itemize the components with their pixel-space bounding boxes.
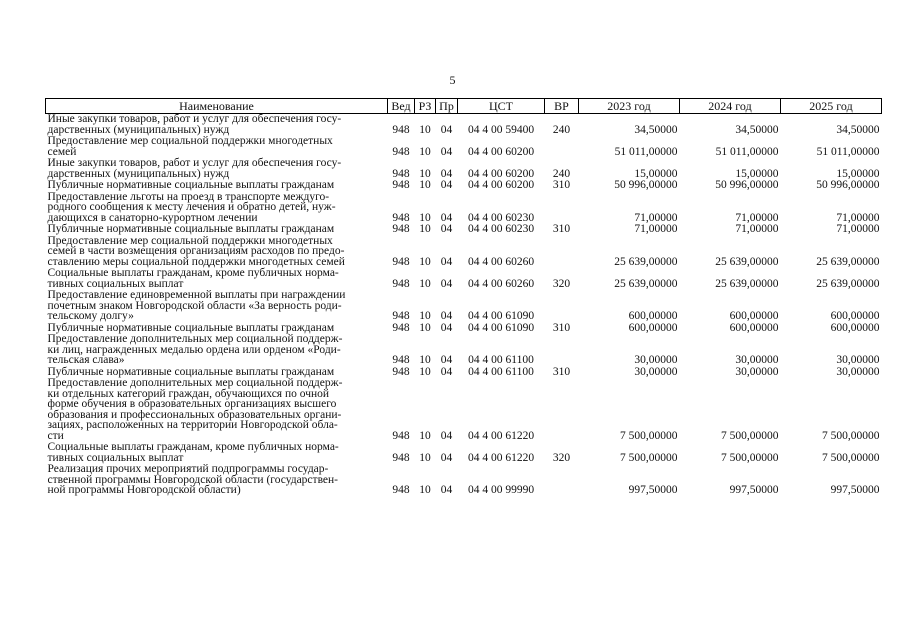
table-body: [46, 114, 882, 497]
row-2023: 7 500,00000: [620, 451, 678, 464]
row-vr: [545, 334, 579, 367]
row-2024: 600,00000: [729, 321, 779, 334]
row-2023: 25 639,00000: [614, 255, 678, 268]
row-rz: 10: [419, 484, 431, 496]
row-2025: 25 639,00000: [816, 255, 880, 268]
row-2025: 997,50000: [830, 484, 880, 496]
row-2023: 34,50000: [634, 123, 678, 136]
row-2023: 51 011,00000: [614, 145, 678, 158]
table-row: [46, 224, 882, 236]
row-cst: 04 4 00 61220: [467, 429, 535, 442]
row-2023: 71,00000: [634, 223, 678, 235]
row-cst: 04 4 00 60260: [467, 255, 535, 268]
row-cst: 04 4 00 61220: [467, 451, 535, 464]
row-ved: 948: [392, 310, 410, 322]
row-pr: 04: [440, 223, 453, 235]
table-header-row: [46, 99, 882, 114]
row-2025: 51 011,00000: [816, 145, 880, 158]
row-2023: 50 996,00000: [614, 179, 678, 191]
row-cst: 04 4 00 60200: [467, 179, 535, 191]
row-vr: [545, 378, 579, 442]
row-name: Предоставление единовременной выплаты при награждении почетным знаком Новгородской области «За верность роди- тельскому долгу»: [47, 289, 346, 322]
row-2023: 600,00000: [628, 321, 678, 334]
row-2024: 25 639,00000: [715, 255, 779, 268]
header-ved: Вед: [388, 99, 415, 114]
row-2025: 50 996,00000: [816, 179, 880, 191]
row-cst: 04 4 00 60200: [467, 167, 535, 180]
budget-table: [45, 98, 882, 497]
row-ved: 948: [392, 484, 410, 496]
row-pr: 04: [440, 310, 453, 322]
row-2025: 7 500,00000: [822, 451, 880, 464]
row-2024: 7 500,00000: [721, 451, 779, 464]
row-name: Предоставление дополнительных мер социальной поддерж- ки отдельных категорий граждан, обучающихся по очной форме обучения в образовательных организациях высшего образования и профессиональных образовательных органи- зациях, расположенных на территории Новгородской обла- сти: [47, 377, 343, 442]
row-2024: 600,00000: [729, 310, 779, 322]
row-rz: 10: [419, 179, 431, 191]
header-name: Наименование: [46, 99, 388, 114]
row-2025: 30,00000: [836, 365, 880, 378]
row-name: Реализация прочих мероприятий подпрограммы государ- ственной программы Новгородской области (государствен- ной программы Новгородской области): [47, 463, 339, 496]
row-2023: 7 500,00000: [620, 429, 678, 442]
table-row: [46, 464, 882, 497]
table-row: [46, 136, 882, 158]
row-2025: 34,50000: [836, 123, 880, 136]
row-2025: 7 500,00000: [822, 429, 880, 442]
row-ved: 948: [392, 211, 410, 224]
row-rz: 10: [419, 145, 431, 158]
row-ved: 948: [392, 145, 410, 158]
row-ved: 948: [392, 429, 410, 442]
row-name: Предоставление мер социальной поддержки многодетных семей: [47, 135, 333, 158]
row-ved: 948: [392, 365, 410, 378]
row-name: Социальные выплаты гражданам, кроме публичных норма- тивных социальных выплат: [47, 441, 339, 464]
row-2024: 15,00000: [735, 167, 779, 180]
row-cst: 04 4 00 99990: [467, 484, 535, 496]
row-vr: 310: [552, 365, 571, 378]
row-name: Иные закупки товаров, работ и услуг для обеспечения госу- дарственных (муниципальных) нужд: [47, 113, 342, 136]
row-2023: 15,00000: [634, 167, 678, 180]
row-pr: 04: [440, 484, 453, 496]
row-2025: 15,00000: [836, 167, 880, 180]
header-2023: 2023 год: [579, 99, 680, 114]
table-row: [46, 114, 882, 137]
row-name: Публичные нормативные социальные выплаты гражданам: [47, 223, 335, 235]
row-ved: 948: [392, 123, 410, 136]
row-2024: 51 011,00000: [715, 145, 779, 158]
header-cst: ЦСТ: [458, 99, 545, 114]
table-row: [46, 236, 882, 269]
row-name: Иные закупки товаров, работ и услуг для обеспечения госу- дарственных (муниципальных) нужд: [47, 157, 342, 180]
row-pr: 04: [440, 365, 453, 378]
row-pr: 04: [440, 321, 453, 334]
row-2024: 997,50000: [729, 484, 779, 496]
row-2025: 600,00000: [830, 310, 880, 322]
row-2023: 997,50000: [628, 484, 678, 496]
row-2024: 30,00000: [735, 354, 779, 366]
row-cst: 04 4 00 61100: [468, 365, 534, 378]
row-ved: 948: [392, 451, 410, 464]
row-rz: 10: [419, 211, 431, 224]
row-2025: 30,00000: [836, 354, 880, 366]
row-rz: 10: [419, 451, 431, 464]
row-name: Предоставление мер социальной поддержки многодетных семей в части возмещения организациям расходов по предо- ставлению меры социальной поддержки многодетных семей: [47, 234, 345, 268]
row-rz: 10: [419, 321, 431, 334]
row-pr: 04: [440, 211, 453, 224]
table-row: [46, 192, 882, 225]
row-cst: 04 4 00 59400: [467, 123, 535, 136]
row-name: Социальные выплаты гражданам, кроме публичных норма- тивных социальных выплат: [47, 267, 339, 290]
row-vr: 240: [552, 167, 571, 180]
row-name: Публичные нормативные социальные выплаты гражданам: [47, 179, 335, 191]
row-2024: 30,00000: [735, 365, 779, 378]
row-ved: 948: [392, 223, 410, 235]
table-row: [46, 268, 882, 290]
row-ved: 948: [392, 354, 410, 366]
table-row: [46, 158, 882, 180]
row-2023: 30,00000: [634, 365, 678, 378]
row-cst: 04 4 00 60200: [467, 145, 535, 158]
row-rz: 10: [419, 167, 431, 180]
row-rz: 10: [419, 365, 431, 378]
row-pr: 04: [440, 255, 453, 268]
table-row: [46, 180, 882, 192]
row-2025: 600,00000: [830, 321, 880, 334]
row-rz: 10: [419, 123, 431, 136]
row-name: Предоставление дополнительных мер социальной поддерж- ки лиц, награжденных медалью ордена или орденом «Роди- тельская слава»: [47, 333, 343, 366]
row-pr: 04: [440, 451, 453, 464]
row-2024: 71,00000: [735, 211, 779, 224]
row-vr: [545, 136, 579, 158]
row-2023: 25 639,00000: [614, 277, 678, 290]
row-vr: 240: [552, 123, 571, 136]
row-pr: 04: [440, 167, 453, 180]
row-2024: 34,50000: [735, 123, 779, 136]
row-pr: 04: [440, 179, 453, 191]
row-rz: 10: [419, 223, 431, 235]
row-ved: 948: [392, 255, 410, 268]
row-ved: 948: [392, 179, 410, 191]
row-2023: 600,00000: [628, 310, 678, 322]
row-pr: 04: [440, 429, 453, 442]
row-cst: 04 4 00 61090: [467, 321, 535, 334]
row-vr: [545, 464, 579, 497]
row-2024: 7 500,00000: [721, 429, 779, 442]
row-rz: 10: [419, 354, 431, 366]
row-2024: 71,00000: [735, 223, 779, 235]
row-pr: 04: [440, 354, 453, 366]
header-pr: Пр: [436, 99, 458, 114]
row-cst: 04 4 00 60230: [467, 211, 535, 224]
header-rz: РЗ: [415, 99, 436, 114]
row-2025: 71,00000: [836, 223, 880, 235]
table-row: [46, 334, 882, 367]
row-ved: 948: [392, 277, 410, 290]
row-rz: 10: [419, 277, 431, 290]
row-cst: 04 4 00 60260: [467, 277, 535, 290]
row-name: Предоставление льготы на проезд в транспорте междуго- родного сообщения к месту лечения и обратно детей, нуж- дающихся в санаторно-курортном лечении: [47, 190, 336, 224]
row-rz: 10: [419, 255, 431, 268]
row-vr: 310: [552, 223, 571, 235]
row-cst: 04 4 00 61100: [468, 354, 534, 366]
row-2023: 30,00000: [634, 354, 678, 366]
row-2025: 25 639,00000: [816, 277, 880, 290]
row-cst: 04 4 00 60230: [467, 223, 535, 235]
row-vr: 310: [552, 179, 571, 191]
page-number: 5: [449, 73, 456, 87]
row-2025: 71,00000: [836, 211, 880, 224]
row-pr: 04: [440, 145, 453, 158]
row-pr: 04: [440, 123, 453, 136]
header-2024: 2024 год: [680, 99, 781, 114]
row-ved: 948: [392, 167, 410, 180]
row-vr: [545, 236, 579, 269]
row-vr: [545, 192, 579, 225]
table-row: [46, 378, 882, 442]
row-rz: 10: [419, 429, 431, 442]
row-vr: 320: [552, 451, 571, 464]
row-name: Публичные нормативные социальные выплаты гражданам: [47, 321, 335, 334]
row-cst: 04 4 00 61090: [467, 310, 535, 322]
table-row: [46, 290, 882, 323]
row-2023: 71,00000: [634, 211, 678, 224]
row-2024: 25 639,00000: [715, 277, 779, 290]
header-vr: ВР: [545, 99, 579, 114]
row-2024: 50 996,00000: [715, 179, 779, 191]
row-vr: [545, 290, 579, 323]
table-row: [46, 442, 882, 464]
row-name: Публичные нормативные социальные выплаты гражданам: [47, 365, 335, 378]
row-ved: 948: [392, 321, 410, 334]
row-pr: 04: [440, 277, 453, 290]
row-vr: 310: [552, 321, 571, 334]
row-rz: 10: [419, 310, 431, 322]
row-vr: 320: [552, 277, 571, 290]
header-2025: 2025 год: [781, 99, 882, 114]
